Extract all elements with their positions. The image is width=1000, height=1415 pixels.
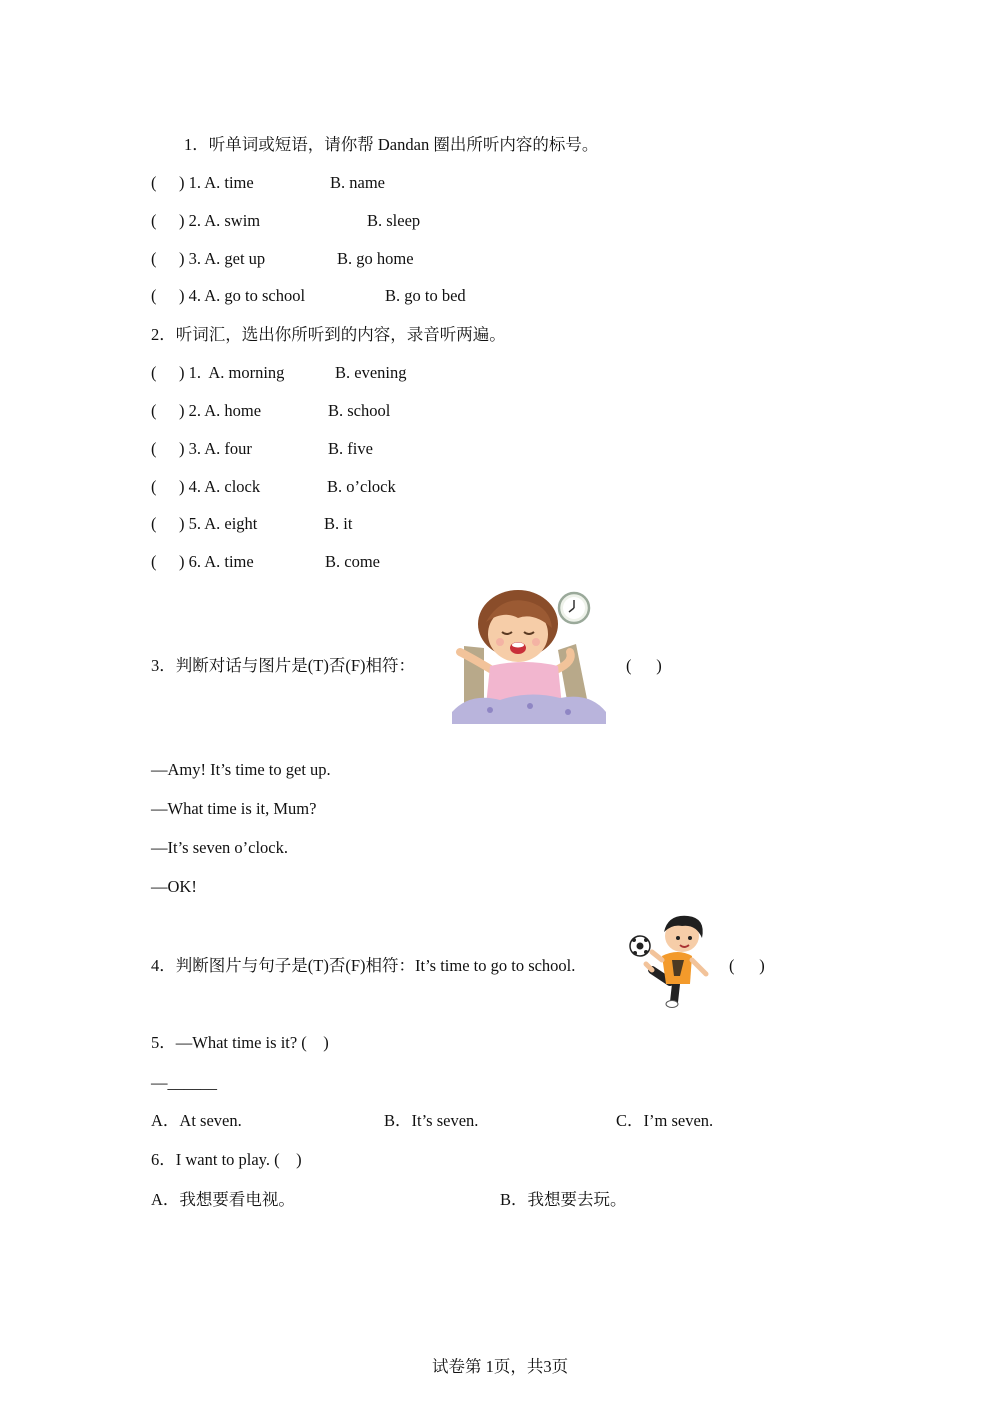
boy-kicking-ball-illustration: [626, 912, 716, 1008]
answer-paren: (: [151, 514, 157, 533]
dialogue-line: —OK!: [151, 877, 197, 896]
option-b: B. evening: [335, 363, 407, 382]
option-a: ) 3. A. get up: [179, 249, 266, 268]
answer-paren: (: [151, 173, 157, 192]
option-a: A．我想要看电视。: [151, 1190, 295, 1209]
q1-heading: 1．听单词或短语，请你帮 Dandan 圈出所听内容的标号。: [184, 135, 599, 154]
q3-answer-paren: ( ): [626, 656, 662, 675]
option-a: ) 2. A. home: [179, 401, 262, 420]
option-a: ) 1. A. morning: [179, 363, 285, 382]
answer-paren: (: [151, 286, 157, 305]
option-b: B．我想要去玩。: [500, 1190, 627, 1209]
option-c: C．I’m seven.: [616, 1111, 714, 1130]
q5-question: 5．—What time is it? ( ): [151, 1033, 329, 1052]
option-b: B. o’clock: [327, 477, 396, 496]
q4-answer-paren: ( ): [729, 956, 765, 975]
option-b: B．It’s seven.: [384, 1111, 479, 1130]
option-b: B. go home: [337, 249, 414, 268]
option-a: A．At seven.: [151, 1111, 242, 1130]
q3-heading: 3．判断对话与图片是(T)否(F)相符：: [151, 656, 415, 675]
option-b: B. sleep: [367, 211, 421, 230]
option-a: ) 6. A. time: [179, 552, 254, 571]
option-b: B. go to bed: [385, 286, 466, 305]
option-b: B. come: [325, 552, 380, 571]
option-a: ) 5. A. eight: [179, 514, 258, 533]
option-b: B. name: [330, 173, 385, 192]
q2-heading: 2．听词汇，选出你所听到的内容，录音听两遍。: [151, 325, 506, 344]
answer-paren: (: [151, 401, 157, 420]
answer-paren: (: [151, 363, 157, 382]
dialogue-line: —It’s seven o’clock.: [151, 838, 289, 857]
option-a: ) 3. A. four: [179, 439, 252, 458]
q6-question: 6．I want to play. ( ): [151, 1150, 302, 1169]
answer-paren: (: [151, 477, 157, 496]
option-b: B. school: [328, 401, 391, 420]
page-footer: 试卷第 1页，共3页: [431, 1357, 569, 1376]
dialogue-line: —What time is it, Mum?: [151, 799, 317, 818]
answer-paren: (: [151, 249, 157, 268]
option-a: ) 4. A. go to school: [179, 286, 306, 305]
option-a: ) 4. A. clock: [179, 477, 261, 496]
q5-answer-blank: —______: [151, 1073, 217, 1092]
answer-paren: (: [151, 439, 157, 458]
answer-paren: (: [151, 211, 157, 230]
option-a: ) 2. A. swim: [179, 211, 261, 230]
answer-paren: (: [151, 552, 157, 571]
option-b: B. five: [328, 439, 373, 458]
option-a: ) 1. A. time: [179, 173, 254, 192]
option-b: B. it: [324, 514, 353, 533]
q4-heading: 4．判断图片与句子是(T)否(F)相符：It’s time to go to school.: [151, 956, 576, 975]
dialogue-line: —Amy! It’s time to get up.: [151, 760, 331, 779]
girl-waking-up-illustration: [450, 588, 610, 724]
